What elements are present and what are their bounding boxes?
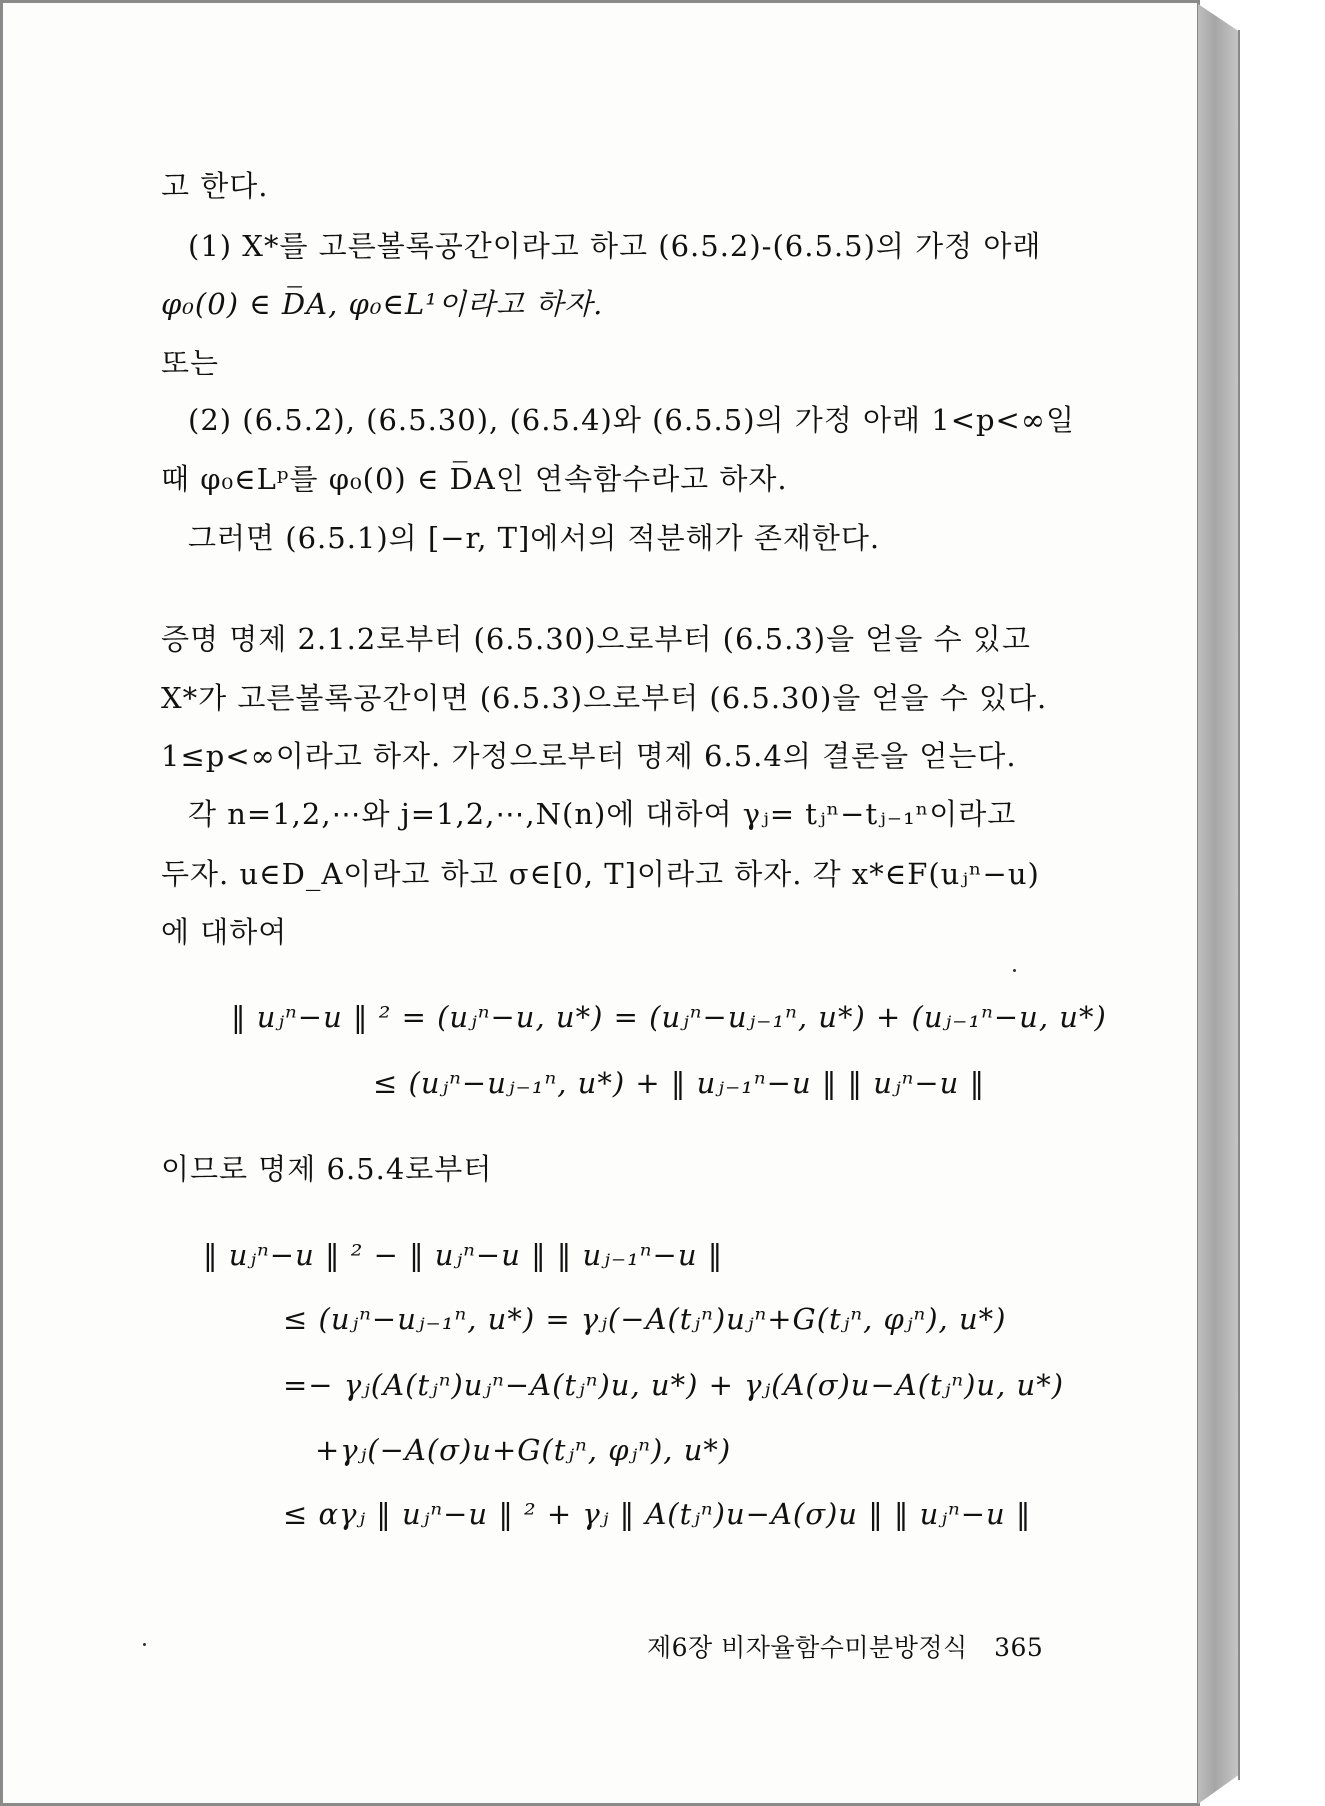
equation-2: ≤ (uⱼⁿ−uⱼ₋₁ⁿ, u*) + ‖ uⱼ₋₁ⁿ−u ‖ ‖ uⱼⁿ−u ‖	[373, 1066, 986, 1100]
proof-line-2: X*가 고른볼록공간이면 (6.5.3)으로부터 (6.5.30)을 얻을 수 있다.	[161, 681, 1048, 715]
text-line-6: 때 φ₀∈Lᵖ를 φ₀(0) ∈ D̅̅̅A인 연속함수라고 하자.	[161, 462, 788, 496]
page-number: 365	[994, 1633, 1044, 1662]
proof-line-3: 1≤p<∞이라고 하자. 가정으로부터 명제 6.5.4의 결론을 얻는다.	[161, 739, 1017, 773]
page-footer	[647, 1631, 1043, 1665]
text-line-3: φ₀(0) ∈ D̅̅̅A, φ₀∈L¹이라고 하자.	[161, 287, 604, 321]
equation-5: =− γⱼ(A(tⱼⁿ)uⱼⁿ−A(tⱼⁿ)u, u*) + γⱼ(A(σ)u−A(tⱼⁿ)u, u*)	[283, 1368, 1065, 1402]
chapter-title: 제6장 비자율함수미분방정식	[647, 1633, 968, 1662]
proof-line-1: 증명 명제 2.1.2로부터 (6.5.30)으로부터 (6.5.3)을 얻을 수 있고	[161, 622, 1031, 656]
equation-3: ‖ uⱼⁿ−u ‖ ² − ‖ uⱼⁿ−u ‖ ‖ uⱼ₋₁ⁿ−u ‖	[203, 1238, 724, 1272]
page-edge-line	[1238, 30, 1240, 1780]
text-line-1: 고 한다.	[161, 169, 269, 203]
proof-line-6: 에 대하여	[161, 915, 288, 949]
equation-1: ‖ uⱼⁿ−u ‖ ² = (uⱼⁿ−u, u*) = (uⱼⁿ−uⱼ₋₁ⁿ, u*) + (uⱼ₋₁ⁿ−u, u*)	[231, 1000, 1107, 1034]
text-line-7: 그러면 (6.5.1)의 [−r, T]에서의 적분해가 존재한다.	[188, 521, 881, 555]
speck-mark	[1013, 969, 1016, 972]
speck-mark	[143, 1643, 146, 1646]
page-edge	[1198, 4, 1240, 1804]
text-line-2: (1) X*를 고른볼록공간이라고 하고 (6.5.2)-(6.5.5)의 가정 아래	[188, 229, 1042, 263]
text-line-8: 이므로 명제 6.5.4로부터	[161, 1152, 493, 1186]
proof-line-4: 각 n=1,2,⋯와 j=1,2,⋯,N(n)에 대하여 γⱼ= tⱼⁿ−tⱼ₋₁ⁿ이라고	[188, 797, 1017, 831]
equation-6: +γⱼ(−A(σ)u+G(tⱼⁿ, φⱼⁿ), u*)	[315, 1433, 732, 1467]
equation-4: ≤ (uⱼⁿ−uⱼ₋₁ⁿ, u*) = γⱼ(−A(tⱼⁿ)uⱼⁿ+G(tⱼⁿ, φⱼⁿ), u*)	[283, 1302, 1007, 1336]
text-line-4: 또는	[161, 346, 220, 380]
equation-7: ≤ αγⱼ ‖ uⱼⁿ−u ‖ ² + γⱼ ‖ A(tⱼⁿ)u−A(σ)u ‖ ‖ uⱼⁿ−u ‖	[283, 1497, 1032, 1531]
text-line-5: (2) (6.5.2), (6.5.30), (6.5.4)와 (6.5.5)의 가정 아래 1<p<∞일	[188, 403, 1076, 437]
proof-line-5: 두자. u∈D_A이라고 하고 σ∈[0, T]이라고 하자. 각 x*∈F(uⱼⁿ−u)	[161, 857, 1040, 891]
